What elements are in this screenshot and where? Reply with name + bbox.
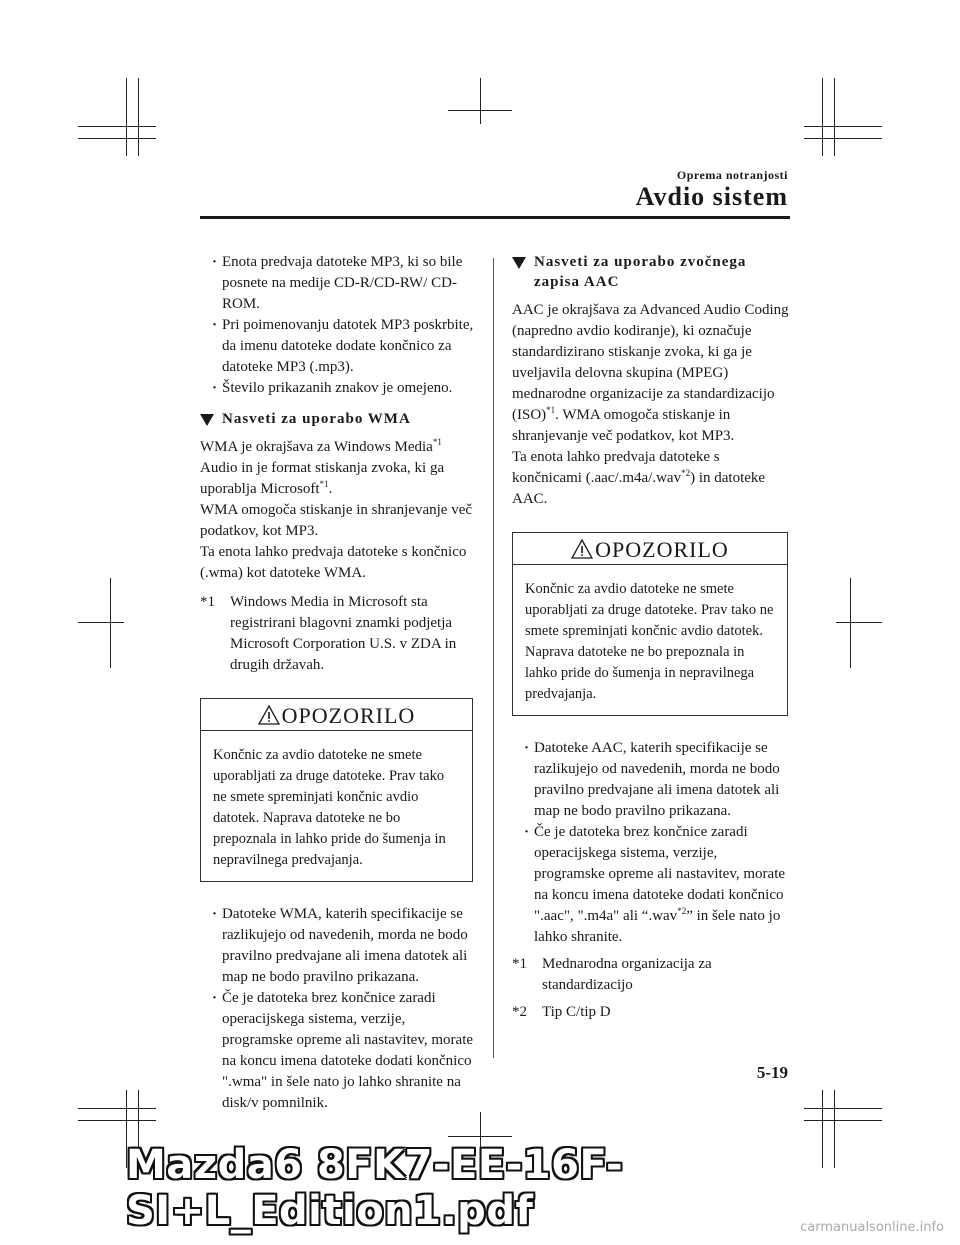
- list-item: · Pri poimenovanju datotek MP3 poskrbite, da imenu datoteke dodate končnico za datoteke MP3 (.mp3).: [212, 315, 475, 378]
- warning-divider: [201, 730, 472, 731]
- header-divider: [200, 216, 790, 219]
- warning-title: OPOZORILO: [201, 699, 472, 730]
- footnote: *2 Tip C/tip D: [512, 1004, 611, 1020]
- footnote: *1 Mednarodna organizacija za standardizacijo: [512, 956, 712, 993]
- page-number: 5-19: [756, 1063, 788, 1082]
- warning-divider: [513, 564, 787, 565]
- column-divider: [493, 258, 494, 1058]
- list-item: · Datoteke AAC, katerih specifikacije se razlikujejo od navedenih, morda ne bodo pravilno predvajane ali imena datotek ali map ne bodo pravilno prikazana.: [524, 738, 790, 822]
- wma-heading: Nasveti za uporabo WMA: [200, 409, 475, 429]
- warning-box: [200, 698, 473, 882]
- warning-body: Končnic za avdio datoteke ne smete uporabljati za druge datoteke. Prav tako ne smete spreminjati končnic avdio datotek. Naprava datoteke ne bo prepoznala in lahko pride do šumenja in nepravilnega predvajanja.: [213, 747, 446, 868]
- warning-title: OPOZORILO: [513, 533, 787, 564]
- triangle-marker-icon: [200, 414, 214, 426]
- section-label: Oprema notranjosti: [676, 168, 788, 182]
- warning-icon: [571, 539, 593, 559]
- wma-paragraph: WMA je okrajšava za Windows Media$^{*1}$ Audio in je format stiskanja zvoka, ki ga uporablja Microsoft$^{*1}$. WMA omogoča stiskanje in shranjevanje več podatkov, kot MP3. Ta enota lahko predvaja datoteke s končnico (.wma) kot datoteke WMA.: [200, 437, 473, 581]
- aac-paragraph: AAC je okrajšava za Advanced Audio Coding (napredno avdio kodiranje), ki označuje standardizirano stiskanje zvoka, ki ga je uveljavila delovna skupina (MPEG) mednarodne organizacije za standardizacijo (ISO)$^{*1}$. WMA omogoča stiskanje in shranjevanje več podatkov, kot MP3. Ta enota lahko predvaja datoteke s končnicami (.aac/.m4a/.wav$^{*2}$) in datoteke AAC.: [512, 302, 789, 507]
- list-item: · Datoteke WMA, katerih specifikacije se razlikujejo od navedenih, morda ne bodo pravilno predvajane ali imena datotek ali map ne bodo pravilno prikazana.: [212, 904, 475, 988]
- triangle-marker-icon: [512, 257, 526, 269]
- aac-heading: Nasveti za uporabo zvočnega zapisa AAC: [512, 252, 790, 292]
- footnote: *1 Windows Media in Microsoft sta registrirani blagovni znamki podjetja Microsoft Corporation U.S. v ZDA in drugih državah.: [200, 594, 457, 673]
- left-column: [200, 252, 475, 1114]
- watermark: Mazda6 8FK7-EE-16F-SI+L_Edition1.pdf: [126, 1142, 624, 1234]
- warning-icon: [258, 705, 280, 725]
- list-item: · Število prikazanih znakov je omejeno.: [212, 378, 475, 399]
- warning-box: [512, 532, 788, 716]
- list-item: · Če je datoteka brez končnice zaradi operacijskega sistema, verzije, programske opreme ali nastavitev, morate na koncu imena datoteke dodati končnico ".wma" in šele nato jo lahko shranite na disk/v pomnilnik.: [212, 988, 475, 1114]
- page-title: Avdio sistem: [635, 182, 788, 211]
- list-item: · Če je datoteka brez končnice zaradi operacijskega sistema, verzije, programske opreme ali nastavitev, morate na koncu imena datoteke dodati končnico ".aac", ".m4a" ali “.wav$^{*2}$” in šele nato jo lahko shranite.: [524, 822, 790, 948]
- right-column: [512, 252, 790, 1023]
- list-item: · Enota predvaja datoteke MP3, ki so bile posnete na medije CD-R/CD-RW/ CD-ROM.: [212, 252, 475, 315]
- warning-body: Končnic za avdio datoteke ne smete uporabljati za druge datoteke. Prav tako ne smete spreminjati končnic avdio datotek. Naprava datoteke ne bo prepoznala in lahko pride do šumenja in nepravilnega predvajanja.: [525, 581, 774, 702]
- site-watermark: carmanualsonline.info: [800, 1220, 944, 1235]
